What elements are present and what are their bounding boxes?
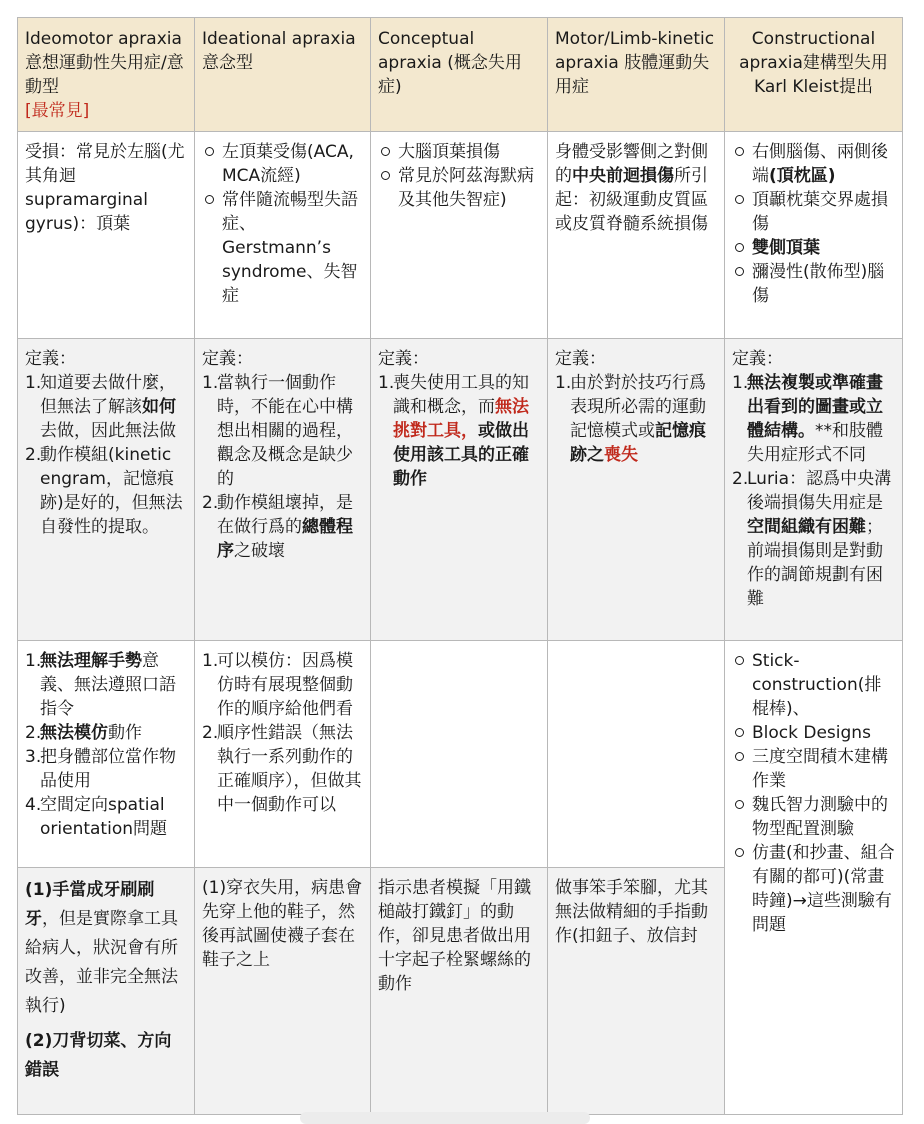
- apraxia-table-container: [17, 17, 902, 1115]
- text-span: 去做，因此無法做: [40, 421, 176, 441]
- list-item: Block Designs: [732, 721, 895, 745]
- definition-ideational: [195, 339, 371, 641]
- list-item: 2. Luria：認爲中央溝後端損傷失用症是空間組織有困難；前端損傷則是對動作的調節規劃有困難: [732, 469, 892, 609]
- header-conceptual-text: Conceptual apraxia (概念失用症): [378, 29, 522, 97]
- bold-text: (2)刀背切菜、方向錯誤: [25, 1031, 172, 1080]
- text-span: ；前端損傷則是對動作的調節規劃有困難: [747, 517, 883, 609]
- bold-text: 無法理解手勢: [40, 651, 142, 671]
- example-paragraph: [25, 1027, 187, 1085]
- header-ideational: [195, 18, 371, 132]
- text-span: 身體受影響側之對側的: [555, 142, 708, 186]
- examples-conceptual: [371, 868, 548, 1115]
- list-item: 仿畫(和抄畫、組合有關的都可)(常畫時鐘)→這些測驗有問題: [732, 841, 895, 937]
- list-item: 1. 當執行一個動作時，不能在心中構想出相關的過程，觀念及概念是缺少的: [202, 373, 353, 489]
- bold-text: 無法複製或準確畫出看到的圖畫或立體結構。: [747, 373, 883, 441]
- text-span: 可以模仿：因爲模仿時有展現整個動作的順序給他們看: [217, 651, 353, 719]
- lesion-limb-kinetic: [548, 132, 725, 339]
- lesion-ideomotor: [18, 132, 195, 339]
- text-span: 動作模組(kinetic engram，記憶痕跡)是好的，但無法自發性的提取。: [40, 445, 183, 537]
- text-span: 順序性錯誤（無法執行一系列動作的正確順序），但做其中一個動作可以: [217, 723, 362, 815]
- example-paragraph: 做事笨手笨腳，尤其無法做精細的手指動作(扣鈕子、放信封: [555, 878, 708, 946]
- list-item: 1. 知道要去做什麼，但無法了解該如何去做，因此無法做: [25, 373, 176, 441]
- header-ideomotor-text: Ideomotor apraxia意想運動性失用症/意動型: [25, 29, 184, 97]
- lesion-ideational: [195, 132, 371, 339]
- symptoms-row: [18, 641, 903, 868]
- apraxia-comparison-table: [17, 17, 903, 1115]
- text-span: 所引起：初級運動皮質區或皮質脊髓系統損傷: [555, 166, 708, 234]
- header-constructional-proposer: Karl Kleist提出: [754, 77, 873, 97]
- header-ideomotor-note: [最常見]: [25, 101, 90, 121]
- bold-text: 如何: [142, 397, 176, 417]
- example-paragraph: 指示患者模擬「用鐵槌敲打鐵釘」的動作，卻見患者做出用十字起子栓緊螺絲的動作: [378, 878, 531, 994]
- text-span: 動作: [108, 723, 142, 743]
- list-item: 常伴隨流暢型失語症、Gerstmann’s syndrome、失智症: [202, 188, 363, 308]
- lesion-constructional: [725, 132, 903, 339]
- example-paragraph: [25, 876, 187, 1021]
- list-item: [732, 188, 895, 236]
- list-item: 三度空間積木建構作業: [732, 745, 895, 793]
- text-span: **和肢體失用症形式不同: [747, 421, 883, 465]
- text-span: 之破壞: [234, 541, 285, 561]
- header-constructional: [725, 18, 903, 132]
- list-item: 大腦頂葉損傷: [378, 140, 540, 164]
- bold-text: 空間組織有困難: [747, 517, 866, 537]
- definition-label: 定義：: [202, 349, 253, 369]
- symptoms-limb-kinetic: [548, 641, 725, 868]
- text-span: 頂顳枕葉交界處損傷: [752, 190, 888, 234]
- symptoms-ideational: [195, 641, 371, 868]
- examples-limb-kinetic: [548, 868, 725, 1115]
- text-span: ，但是實際拿工具給病人，狀況會有所改善，並非完全無法執行): [25, 909, 178, 1016]
- text-span: 由於對於技巧行爲表現所必需的運動記憶模式或: [570, 373, 706, 441]
- list-item: 2. 無法模仿動作: [25, 723, 142, 743]
- example-paragraph: (1)穿衣失用，病患會先穿上他的鞋子，然後再試圖使襪子套在鞋子之上: [202, 878, 363, 970]
- list-item: [732, 236, 895, 260]
- definition-label: 定義：: [732, 349, 783, 369]
- bold-text: 手當成牙刷刷牙: [25, 880, 155, 929]
- header-limb-kinetic-text: Motor/Limb-kinetic apraxia 肢體運動失用症: [555, 29, 715, 97]
- definition-limb-kinetic: [548, 339, 725, 641]
- bold-text: 或做出使用該工具的正確動作: [393, 421, 529, 489]
- header-row: [18, 18, 903, 132]
- bold-text: (1): [25, 880, 53, 900]
- bold-text: (頂枕區): [769, 166, 836, 186]
- text-span: 瀰漫性(散佈型)腦傷: [752, 262, 885, 306]
- examples-ideomotor: [18, 868, 195, 1115]
- list-item: 常見於阿茲海默病及其他失智症): [378, 164, 540, 212]
- text-span: 動作模組壞掉，是在做行爲的: [217, 493, 353, 537]
- list-item: 1. 無法理解手勢意義、無法遵照口語指令: [25, 651, 176, 719]
- list-item: [732, 260, 895, 308]
- bold-text: 雙側頂葉: [752, 238, 820, 258]
- list-item: 1. 無法複製或準確畫出看到的圖畫或立體結構。**和肢體失用症形式不同: [732, 373, 883, 465]
- definition-constructional: [725, 339, 903, 641]
- list-item: 1. 由於對於技巧行爲表現所必需的運動記憶模式或記憶痕跡之喪失: [555, 373, 706, 465]
- list-item: 1. 可以模仿：因爲模仿時有展現整個動作的順序給他們看: [202, 651, 353, 719]
- header-limb-kinetic: [548, 18, 725, 132]
- bold-text: 無法模仿: [40, 723, 108, 743]
- definition-label: 定義：: [555, 349, 606, 369]
- text-span: 把身體部位當作物品使用: [40, 747, 176, 791]
- text-span: 右側腦傷、兩側後端: [752, 142, 888, 186]
- bold-text: 記憶痕跡之: [570, 421, 706, 465]
- highlight-text: 無法挑對工具，: [393, 397, 529, 441]
- list-item: 左頂葉受傷(ACA, MCA流經): [202, 140, 363, 188]
- definition-ideomotor: [18, 339, 195, 641]
- lesion-row: [18, 132, 903, 339]
- symptoms-conceptual: [371, 641, 548, 868]
- lesion-conceptual: [371, 132, 548, 339]
- text-span: 喪失使用工具的知識和概念，而: [393, 373, 529, 417]
- header-ideational-text: Ideational apraxia意念型: [202, 29, 356, 73]
- header-ideomotor: [18, 18, 195, 132]
- list-item: 4. 空間定向spatial orientation問題: [25, 795, 167, 839]
- lesion-limb-kinetic-text: [555, 140, 717, 236]
- list-item: [732, 140, 895, 188]
- definition-conceptual: [371, 339, 548, 641]
- bottom-scroll-shadow: [300, 1112, 590, 1124]
- text-span: 當執行一個動作時，不能在心中構想出相關的過程，觀念及概念是缺少的: [217, 373, 353, 489]
- header-conceptual: [371, 18, 548, 132]
- lesion-ideomotor-text: 受損：常見於左腦(尤其角迴supramarginal gyrus)：頂葉: [25, 142, 185, 234]
- highlight-text: 喪失: [604, 445, 638, 465]
- list-item: 2. 動作模組(kinetic engram，記憶痕跡)是好的，但無法自發性的提取。: [25, 445, 183, 537]
- list-item: 3. 把身體部位當作物品使用: [25, 747, 176, 791]
- definition-label: 定義：: [25, 349, 76, 369]
- list-item: Stick-construction(排棍棒)、: [732, 649, 895, 721]
- text-span: 意義、無法遵照口語指令: [40, 651, 176, 719]
- bold-text: 總體程序: [217, 517, 353, 561]
- symptoms-ideomotor: [18, 641, 195, 868]
- bold-text: 中央前迴損傷: [572, 166, 674, 186]
- symptoms-constructional: [725, 641, 903, 1115]
- examples-ideational: [195, 868, 371, 1115]
- text-span: Luria：認爲中央溝後端損傷失用症是: [747, 469, 892, 513]
- header-constructional-text: Constructional apraxia建構型失用: [739, 29, 888, 73]
- text-span: 知道要去做什麼，但無法了解該: [40, 373, 176, 417]
- definition-label: 定義：: [378, 349, 429, 369]
- list-item: 魏氏智力測驗中的物型配置測驗: [732, 793, 895, 841]
- definition-row: [18, 339, 903, 641]
- list-item: 2. 動作模組壞掉，是在做行爲的總體程序之破壞: [202, 493, 353, 561]
- text-span: 空間定向spatial orientation問題: [40, 795, 167, 839]
- list-item: 1. 喪失使用工具的知識和概念，而無法挑對工具，或做出使用該工具的正確動作: [378, 373, 529, 489]
- list-item: 2. 順序性錯誤（無法執行一系列動作的正確順序），但做其中一個動作可以: [202, 723, 362, 815]
